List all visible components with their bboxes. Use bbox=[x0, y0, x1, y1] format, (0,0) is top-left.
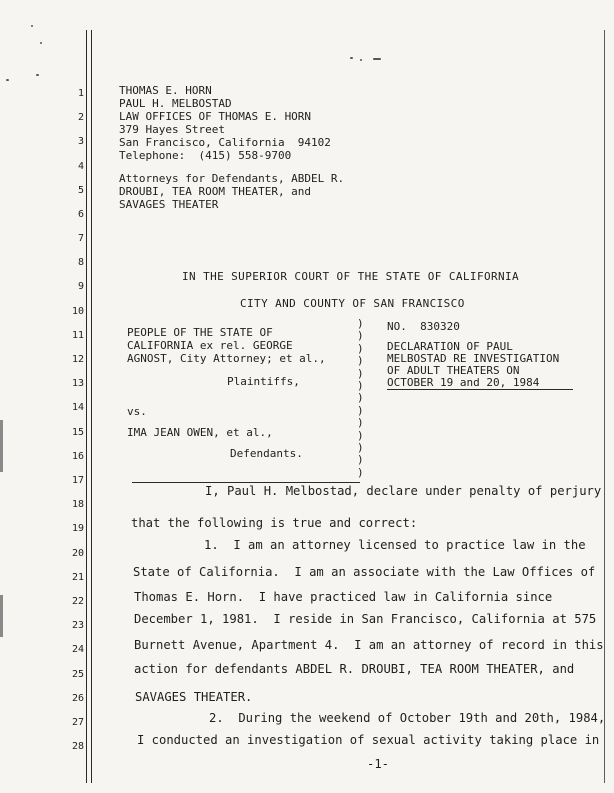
court-name: IN THE SUPERIOR COURT OF THE STATE OF CALIFORNIA bbox=[182, 270, 520, 283]
margin-rule-left bbox=[86, 30, 87, 783]
line-number: 11 bbox=[71, 330, 84, 341]
header-city-address: San Francisco, California 94102 bbox=[119, 136, 331, 149]
body-line: 1. I am an attorney licensed to practice law in the bbox=[204, 538, 586, 552]
scan-edge-mark bbox=[0, 595, 3, 637]
body-line: Thomas E. Horn. I have practiced law in California since bbox=[134, 590, 553, 604]
line-number: 24 bbox=[71, 644, 84, 655]
body-line: I conducted an investigation of sexual activity taking place in bbox=[137, 733, 600, 747]
scan-speck bbox=[31, 25, 33, 27]
attorneys-for-line: SAVAGES THEATER bbox=[119, 198, 219, 211]
plaintiff-caption-line: CALIFORNIA ex rel. GEORGE bbox=[127, 339, 293, 352]
header-firm-name: LAW OFFICES OF THOMAS E. HORN bbox=[119, 110, 312, 123]
body-line: 2. During the weekend of October 19th and 20th, 1984, bbox=[209, 711, 606, 725]
line-number: 1 bbox=[77, 88, 84, 99]
line-number: 18 bbox=[71, 499, 84, 510]
scan-speck bbox=[350, 57, 353, 59]
body-line: State of California. I am an associate with the Law Offices of bbox=[133, 565, 596, 579]
scan-speck bbox=[6, 79, 9, 81]
case-number: NO. 830320 bbox=[387, 320, 460, 333]
attorneys-for-line: DROUBI, TEA ROOM THEATER, and bbox=[119, 185, 312, 198]
defendant-name: IMA JEAN OWEN, et al., bbox=[127, 426, 273, 439]
caption-bracket: ) ) ) ) ) ) ) ) ) ) ) ) ) bbox=[357, 317, 364, 479]
defendants-label: Defendants. bbox=[230, 447, 303, 460]
page-number: -1- bbox=[367, 757, 390, 771]
header-attorney-name: PAUL H. MELBOSTAD bbox=[119, 97, 232, 110]
line-number: 6 bbox=[77, 209, 84, 220]
document-title-line: DECLARATION OF PAUL bbox=[387, 340, 513, 353]
line-number: 5 bbox=[77, 185, 84, 196]
line-number: 15 bbox=[71, 427, 84, 438]
margin-rule-right bbox=[604, 30, 605, 783]
versus-label: vs. bbox=[127, 405, 147, 418]
line-number: 9 bbox=[77, 281, 84, 292]
line-number: 21 bbox=[71, 572, 84, 583]
line-number: 16 bbox=[71, 451, 84, 462]
body-line: Burnett Avenue, Apartment 4. I am an attorney of record in this bbox=[134, 638, 604, 652]
document-title-line: OF ADULT THEATERS ON bbox=[387, 364, 520, 377]
header-street-address: 379 Hayes Street bbox=[119, 123, 225, 136]
body-line: action for defendants ABDEL R. DROUBI, TEA ROOM THEATER, and bbox=[134, 662, 575, 676]
line-number: 28 bbox=[71, 741, 84, 752]
body-line: December 1, 1981. I reside in San Francisco, California at 575 bbox=[134, 612, 597, 626]
line-number: 14 bbox=[71, 402, 84, 413]
attorneys-for-line: Attorneys for Defendants, ABDEL R. bbox=[119, 172, 345, 185]
line-number: 8 bbox=[77, 257, 84, 268]
line-number: 17 bbox=[71, 475, 84, 486]
line-number: 13 bbox=[71, 378, 84, 389]
line-number: 10 bbox=[71, 306, 84, 317]
header-telephone: Telephone: (415) 558-9700 bbox=[119, 149, 292, 162]
plaintiffs-label: Plaintiffs, bbox=[227, 375, 300, 388]
line-number: 22 bbox=[71, 596, 84, 607]
line-number: 19 bbox=[71, 523, 84, 534]
document-title-line: MELBOSTAD RE INVESTIGATION bbox=[387, 352, 560, 365]
line-number: 4 bbox=[77, 161, 84, 172]
line-number: 23 bbox=[71, 620, 84, 631]
scan-speck bbox=[36, 74, 39, 76]
margin-rule-left-inner bbox=[91, 30, 92, 783]
title-underline bbox=[387, 389, 573, 390]
body-line: that the following is true and correct: bbox=[131, 516, 418, 530]
line-number: 26 bbox=[71, 693, 84, 704]
body-line: I, Paul H. Melbostad, declare under penalty of perjury bbox=[205, 484, 602, 498]
caption-underline bbox=[132, 482, 360, 483]
line-number: 20 bbox=[71, 548, 84, 559]
plaintiff-caption-line: AGNOST, City Attorney; et al., bbox=[127, 352, 326, 365]
line-number: 3 bbox=[77, 136, 84, 147]
plaintiff-caption-line: PEOPLE OF THE STATE OF bbox=[127, 326, 273, 339]
document-title-line: OCTOBER 19 and 20, 1984 bbox=[387, 376, 540, 389]
line-number: 12 bbox=[71, 354, 84, 365]
court-county: CITY AND COUNTY OF SAN FRANCISCO bbox=[240, 297, 465, 310]
scan-speck bbox=[360, 59, 362, 61]
line-number: 7 bbox=[77, 233, 84, 244]
scan-edge-mark bbox=[0, 420, 3, 472]
body-line: SAVAGES THEATER. bbox=[135, 690, 253, 704]
line-number: 27 bbox=[71, 717, 84, 728]
scan-speck bbox=[40, 42, 42, 44]
line-number: 25 bbox=[71, 669, 84, 680]
line-number: 2 bbox=[77, 112, 84, 123]
header-attorney-name: THOMAS E. HORN bbox=[119, 84, 212, 97]
scan-speck bbox=[373, 58, 381, 60]
